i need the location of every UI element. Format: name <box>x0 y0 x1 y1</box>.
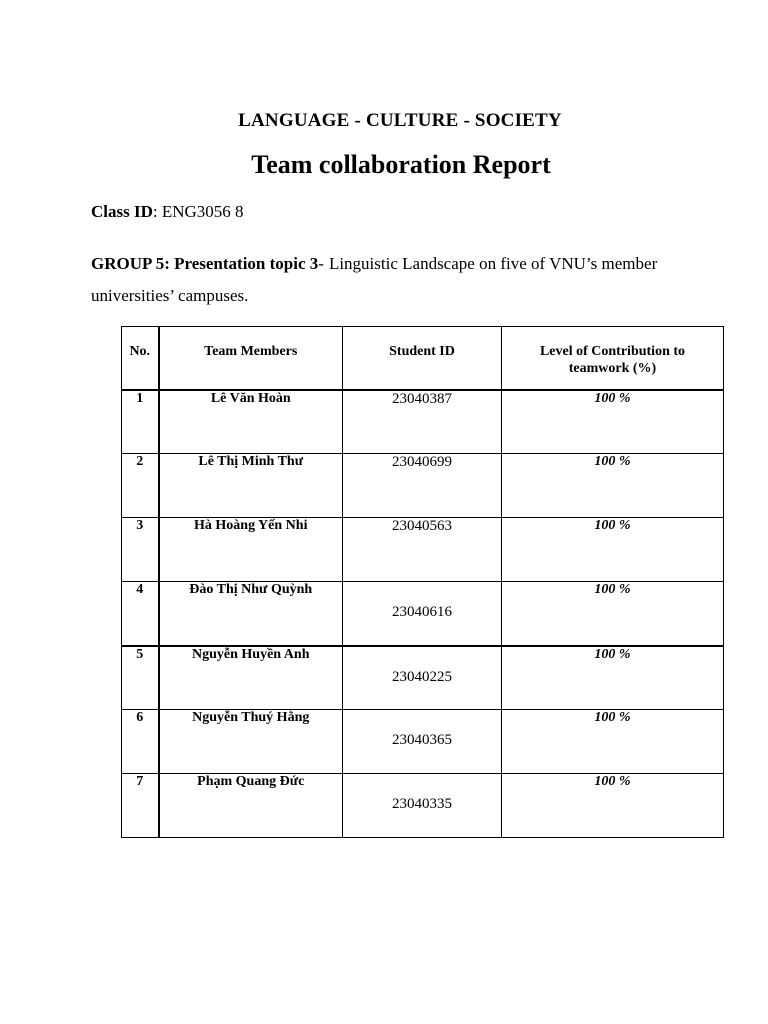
member-name: Nguyễn Thuý Hằng <box>159 710 343 774</box>
contribution-value: 100 % <box>502 390 724 454</box>
contribution-value: 100 % <box>502 518 724 582</box>
member-name: Phạm Quang Đức <box>159 774 343 838</box>
table-row <box>122 454 724 518</box>
table-row <box>122 646 724 710</box>
contribution-value: 100 % <box>502 582 724 646</box>
header-no: No. <box>122 327 159 390</box>
team-members-table <box>121 326 724 838</box>
member-name: Đào Thị Như Quỳnh <box>159 582 343 646</box>
course-subject-heading: LANGUAGE - CULTURE - SOCIETY <box>238 110 562 131</box>
row-number: 5 <box>122 646 159 710</box>
student-id: 23040387 <box>343 390 502 454</box>
group-topic-paragraph <box>91 248 711 312</box>
contribution-value: 100 % <box>502 774 724 838</box>
row-number: 6 <box>122 710 159 774</box>
row-number: 1 <box>122 390 159 454</box>
row-number: 2 <box>122 454 159 518</box>
student-id: 23040699 <box>343 454 502 518</box>
row-number: 7 <box>122 774 159 838</box>
student-id: 23040616 <box>343 582 502 646</box>
group-topic-dash: - <box>318 254 324 273</box>
header-contribution: Level of Contribution to teamwork (%) <box>502 327 724 390</box>
table-row <box>122 390 724 454</box>
table-header-row <box>122 327 724 390</box>
row-number: 4 <box>122 582 159 646</box>
class-id-value: : ENG3056 8 <box>152 202 244 221</box>
student-id: 23040563 <box>343 518 502 582</box>
member-name: Lê Thị Minh Thư <box>159 454 343 518</box>
report-title: Team collaboration Report <box>251 150 551 179</box>
contribution-value: 100 % <box>502 710 724 774</box>
table-row <box>122 582 724 646</box>
header-student-id: Student ID <box>343 327 502 390</box>
contribution-value: 100 % <box>502 454 724 518</box>
member-name: Hà Hoàng Yến Nhi <box>159 518 343 582</box>
table-row <box>122 774 724 838</box>
student-id: 23040365 <box>343 710 502 774</box>
member-name: Lê Văn Hoàn <box>159 390 343 454</box>
class-id-line <box>91 202 244 222</box>
table-row <box>122 518 724 582</box>
header-team-members: Team Members <box>159 327 343 390</box>
row-number: 3 <box>122 518 159 582</box>
table-row <box>122 710 724 774</box>
class-id-label: Class ID <box>91 202 153 221</box>
group-topic-label: GROUP 5: Presentation topic 3 <box>91 254 319 273</box>
member-name: Nguyễn Huyền Anh <box>159 646 343 710</box>
contribution-value: 100 % <box>502 646 724 710</box>
student-id: 23040335 <box>343 774 502 838</box>
student-id: 23040225 <box>343 646 502 710</box>
group-topic-text: Linguistic Landscape on five of VNU’s member universities’ campuses. <box>91 254 658 305</box>
